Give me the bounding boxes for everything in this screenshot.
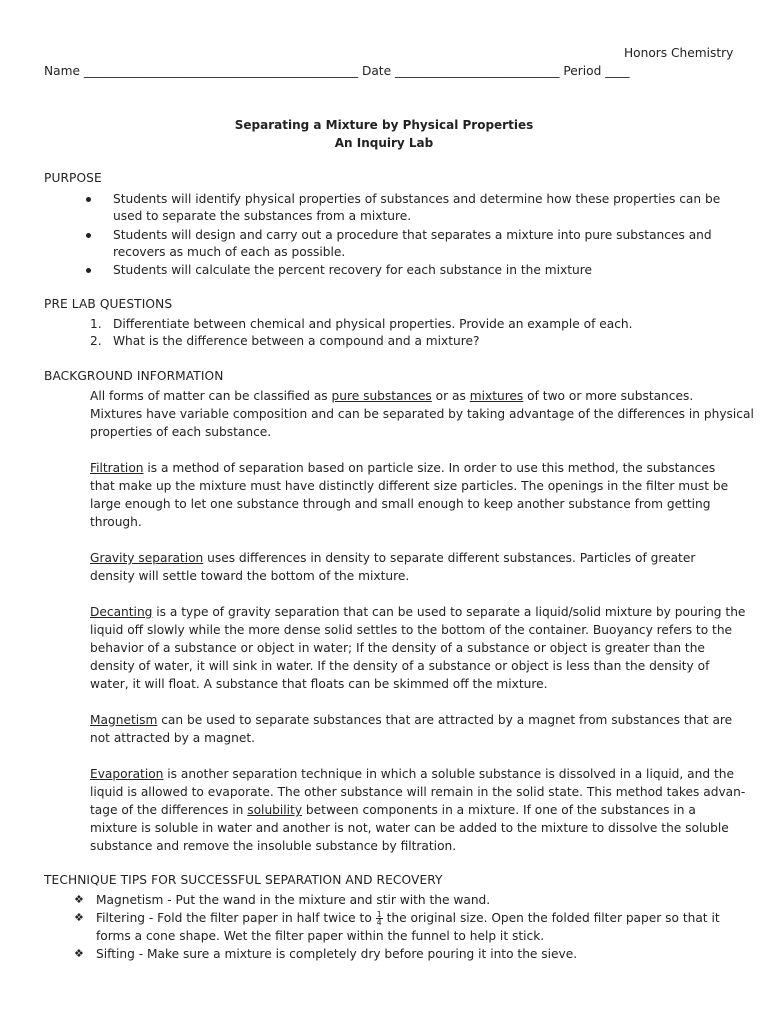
background-heading: BACKGROUND INFORMATION [44, 369, 224, 383]
prelab-question-2: What is the difference between a compound and a mixture? [113, 334, 480, 348]
term-solubility: solubility [247, 803, 303, 817]
decanting-line-1 [90, 603, 745, 621]
evaporation-text: between components in a mixture. If one of the substances in a [302, 803, 696, 817]
evaporation-hyphenated: advan- [703, 785, 746, 799]
gravity-line-2: density will settle toward the bottom of the mixture. [90, 569, 410, 583]
fraction-numerator: 1 [376, 910, 382, 919]
evaporation-line-3 [90, 801, 696, 819]
name-label: Name [44, 64, 80, 78]
tip-sifting: Sifting - Make sure a mixture is completely dry before pouring it into the sieve. [96, 947, 578, 961]
term-pure-substances: pure substances [331, 389, 432, 403]
prelab-num-1: 1. [90, 317, 102, 331]
tip-magnetism: Magnetism - Put the wand in the mixture and stir with the wand. [96, 893, 491, 907]
prelab-question-1: Differentiate between chemical and physical properties. Provide an example of each. [113, 317, 633, 331]
decanting-text: is a type of gravity separation that can be used to separate a liquid/solid mixture by pouring the [152, 605, 746, 619]
purpose-item-1-line-2: used to separate the substances from a mixture. [113, 209, 412, 223]
evaporation-line-4: mixture is soluble in water and another is not, water can be added to the mixture to dissolve the soluble [90, 821, 729, 835]
term-gravity-separation: Gravity separation [90, 551, 204, 565]
header-line [44, 64, 630, 78]
name-field[interactable]: _____________________________________________ [83, 64, 359, 78]
term-mixtures: mixtures [469, 389, 524, 403]
evaporation-line-5: substance and remove the insoluble substance by filtration. [90, 839, 457, 853]
term-magnetism: Magnetism [90, 713, 158, 727]
filtration-line-1 [90, 459, 715, 477]
intro-line-3: properties of each substance. [90, 425, 272, 439]
evaporation-text: tage of the differences in [90, 803, 248, 817]
tips-heading: TECHNIQUE TIPS FOR SUCCESSFUL SEPARATION AND RECOVERY [44, 873, 443, 887]
tip-filtering-text: Filtering - Fold the filter paper in half twice to [96, 911, 376, 925]
tip-filtering-line-1 [96, 909, 720, 927]
evaporation-line-2 [90, 783, 745, 801]
magnetism-text: can be used to separate substances that are attracted by a magnet from substances that are [157, 713, 733, 727]
magnetism-line-1 [90, 711, 732, 729]
document-title: Separating a Mixture by Physical Properties [234, 118, 534, 132]
evaporation-text: liquid is allowed to evaporate. The other substance will remain in the solid state. This method takes [90, 785, 700, 799]
filtration-line-3: large enough to let one substance through and small enough to keep another substance from getting [90, 497, 711, 511]
intro-text: or as [431, 389, 470, 403]
decanting-line-5: water, it will float. A substance that floats can be skimmed off the mixture. [90, 677, 548, 691]
tip-filtering-text: the original size. Open the folded filter paper so that it [382, 911, 720, 925]
intro-text: All forms of matter can be classified as [90, 389, 332, 403]
diamond-bullet-icon: ❖ [74, 893, 84, 906]
intro-line-1 [90, 387, 693, 405]
term-decanting: Decanting [90, 605, 153, 619]
purpose-heading: PURPOSE [44, 171, 102, 185]
gravity-text: uses differences in density to separate different substances. Particles of greater [203, 551, 696, 565]
gravity-line-1 [90, 549, 695, 567]
intro-text: of two or more substances. [523, 389, 694, 403]
evaporation-line-1 [90, 765, 734, 783]
prelab-num-2: 2. [90, 334, 102, 348]
magnetism-line-2: not attracted by a magnet. [90, 731, 256, 745]
date-label: Date [361, 64, 392, 78]
term-evaporation: Evaporation [90, 767, 164, 781]
course-label: Honors Chemistry [624, 46, 734, 60]
purpose-item-2-line-1: Students will design and carry out a procedure that separates a mixture into pure substances and [113, 228, 712, 242]
purpose-item-2-line-2: recovers as much of each as possible. [113, 245, 346, 259]
date-field[interactable]: ___________________________ [394, 64, 560, 78]
diamond-bullet-icon: ❖ [74, 947, 84, 960]
evaporation-text: is another separation technique in which a soluble substance is dissolved in a liquid, and the [163, 767, 734, 781]
decanting-line-3: behavior of a substance or object in water; If the density of a substance or object is greater than the [90, 641, 705, 655]
bullet-icon [86, 268, 91, 273]
document-subtitle: An Inquiry Lab [334, 136, 434, 150]
bullet-icon [86, 197, 91, 202]
purpose-item-1-line-1: Students will identify physical properties of substances and determine how these properties can be [113, 192, 721, 206]
filtration-text: is a method of separation based on particle size. In order to use this method, the substances [143, 461, 716, 475]
fraction-denominator: 4 [376, 918, 382, 927]
prelab-heading: PRE LAB QUESTIONS [44, 297, 173, 311]
purpose-item-3-line-1: Students will calculate the percent recovery for each substance in the mixture [113, 263, 592, 277]
tip-filtering-line-2: forms a cone shape. Wet the filter paper within the funnel to help it stick. [96, 929, 545, 943]
filtration-line-2: that make up the mixture must have distinctly different size particles. The openings in the filter must be [90, 479, 729, 493]
period-field[interactable]: ____ [605, 64, 630, 78]
term-filtration: Filtration [90, 461, 144, 475]
filtration-line-4: through. [90, 515, 142, 529]
bullet-icon [86, 233, 91, 238]
decanting-line-4: density of water, it will sink in water. If the density of a substance or object is less than the density of [90, 659, 710, 673]
decanting-line-2: liquid off slowly while the more dense solid settles to the bottom of the container. Buoyancy refers to the [90, 623, 733, 637]
diamond-bullet-icon: ❖ [74, 911, 84, 924]
intro-line-2: Mixtures have variable composition and can be separated by taking advantage of the differences in physical [90, 407, 754, 421]
period-label: Period [563, 64, 602, 78]
fraction-one-quarter [376, 911, 383, 926]
